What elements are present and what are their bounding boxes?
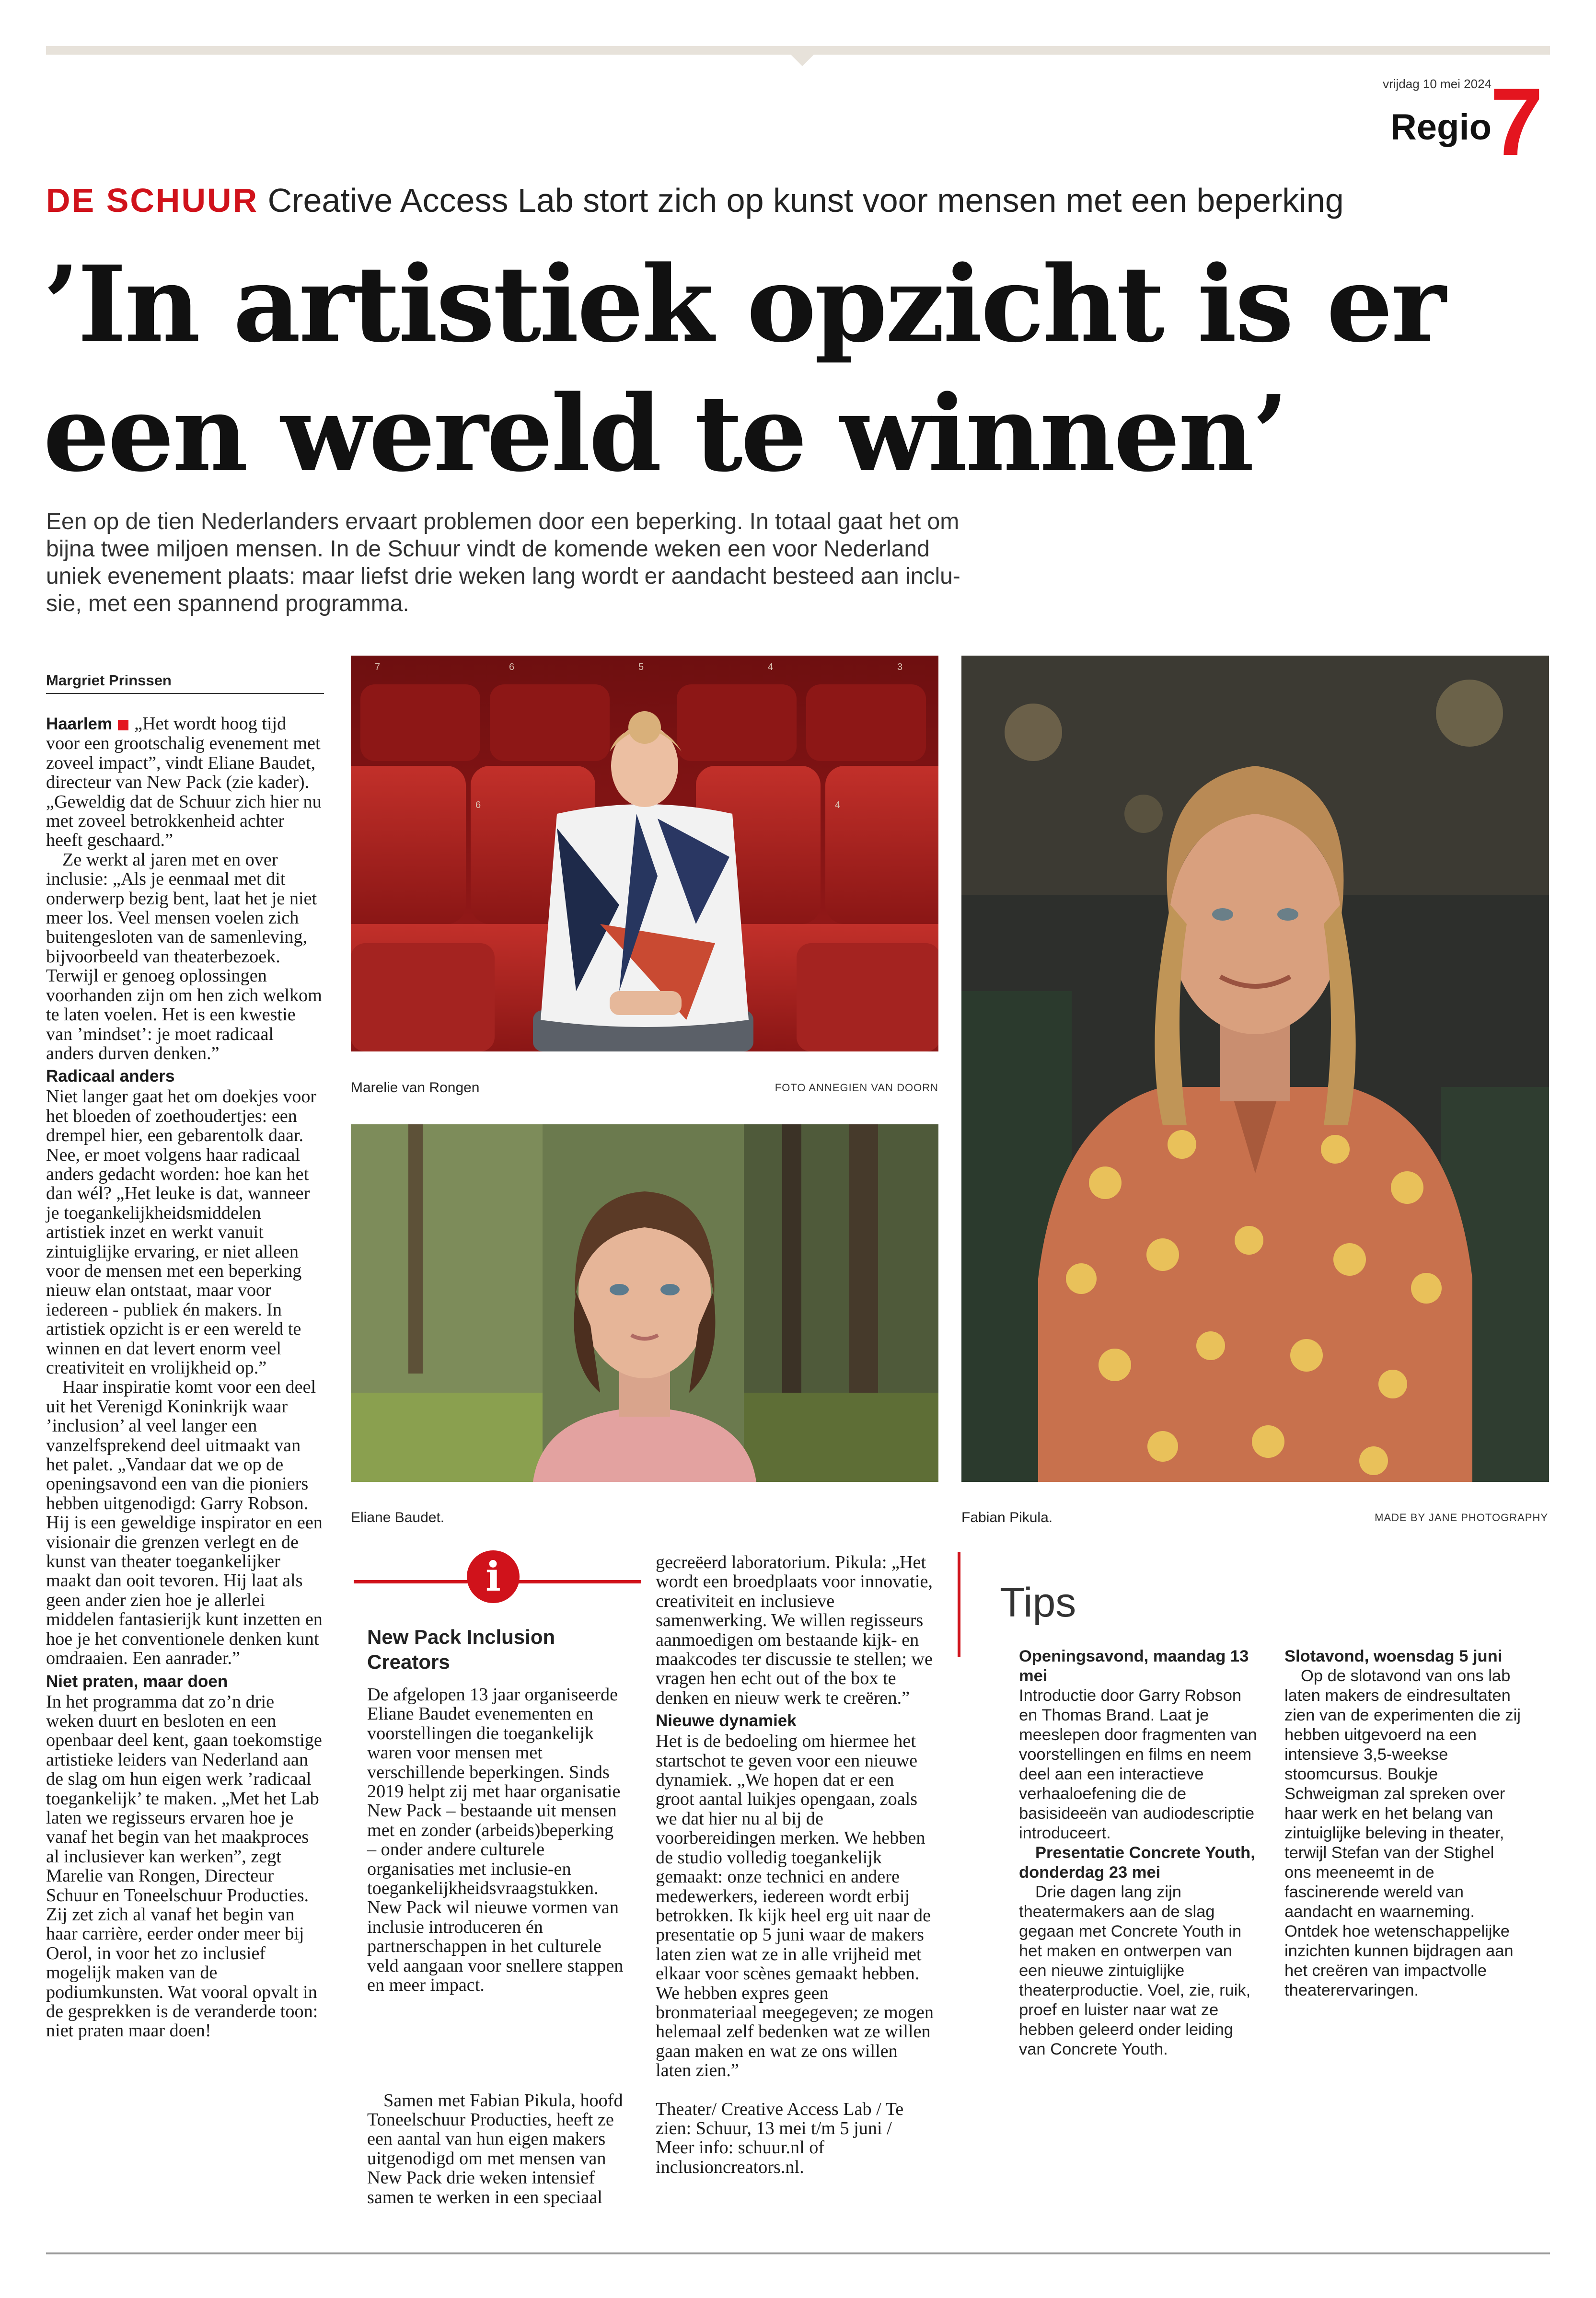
seat-number: 6 [509, 662, 515, 672]
kicker-text: Creative Access Lab stort zich op kunst voor mensen met een beperking [267, 182, 1344, 219]
paragraph: De afgelopen 13 jaar organiseerde Eliane Baudet evenementen en voorstellingen die toegankelijk waren voor mensen met verschillende beperkingen. Sinds 2019 helpt zij met haar organisatie New Pack – bestaande uit mensen met en zonder (arbeids)beperking – onder andere culturele organisaties met inclusie-en toegankelijkheidsvraagstukken. New Pack wil nieuwe vormen van inclusie introduceren én partnerschappen in het culturele veld aangaan voor snellere stappen en meer impact. [367, 1685, 624, 1996]
paragraph: Haar inspiratie komt voor een deel uit het Verenigd Koninkrijk waar ’inclusion’ al veel langer een vanzelfsprekend deel uitmaakt van het palet. „Vandaar dat we op de openingsavond een van die pioniers hebben uitgenodigd: Garry Robson. Hij is een geweldige inspirator en een visionair die grenzen verlegt en de kunst van theater toegankelijker maakt dan ooit tevoren. Hij laat als geen ander zien hoe je allerlei middelen fantasierijk kunt inzetten en hoe je het conventionele denken kunt omdraaien. Een aanrader.” [46, 1377, 323, 1669]
paragraph: gecreëerd laboratorium. Pikula: „Het wordt een broedplaats voor innovatie, creativiteit en inclusieve samenwerking. We willen regisseurs aanmoedigen om bestaande kijk- en maakcodes ter discussie te stellen; we vragen hen echt out of the box te denken en nieuw werk te creëren.” [656, 1552, 933, 1708]
photo-credit: MADE BY JANE PHOTOGRAPHY [1375, 1512, 1548, 1524]
photo-caption: Marelie van Rongen [351, 1080, 480, 1096]
dateline-square-icon [118, 720, 128, 730]
tip-heading: Presentatie Concrete Youth, donderdag 23 mei [1019, 1844, 1255, 1882]
author-byline: Margriet Prinssen [46, 672, 324, 694]
tips-column-1 [1019, 1647, 1259, 2059]
lead-paragraph [46, 508, 1072, 617]
paragraph: Ze werkt al jaren met en over inclusie: „Als je eenmaal met dit onderwerp bezig bent, laat het je niet meer los. Veel mensen voelen zich buitengesloten van de samenleving, bijvoorbeeld van theaterbezoek. Terwijl er genoeg oplossingen voorhanden zijn om hen zich welkom te laten voelen. Het is een kwestie van ’mindset’: je moet radicaal anders durven denken.” [46, 849, 322, 1063]
infobox-title: New Pack Inclusion Creators [367, 1626, 555, 1673]
photo-caption: Fabian Pikula. [961, 1510, 1053, 1525]
photo-credit: FOTO ANNEGIEN VAN DOORN [775, 1082, 938, 1094]
kicker [46, 181, 1344, 219]
paragraph: Samen met Fabian Pikula, hoofd Toneelschuur Producties, heeft ze een aantal van hun eigen makers uitgenodigd om met mensen van New Pack drie weken intensief samen te werken in een speciaal [367, 2090, 623, 2207]
photo-portrait-indoor [961, 656, 1549, 1482]
bottom-rule [46, 2252, 1550, 2254]
issue-date: vrijdag 10 mei 2024 [1383, 77, 1492, 91]
article-column-1 [46, 714, 324, 2041]
photo-caption: Eliane Baudet. [351, 1510, 445, 1525]
subheading: Niet praten, maar doen [46, 1672, 228, 1691]
tips-title: Tips [1000, 1580, 1076, 1626]
headline-line-2: een wereld te winnen’ [43, 372, 1287, 495]
tips-accent-line [958, 1552, 960, 1657]
kicker-label: DE SCHUUR [46, 182, 259, 219]
tip-body: Drie dagen lang zijn theatermakers aan de slag gegaan met Concrete Youth in het maken en ontwerpen van een nieuwe zintuiglijke theaterproductie. Voel, zie, ruik, proef en luister naar wat ze hebben geleerd onder leiding van Concrete Youth. [1019, 1883, 1251, 2058]
photo-portrait-forest [351, 1124, 938, 1482]
seat-number: 4 [768, 662, 774, 672]
tip-heading: Openingsavond, maandag 13 mei [1019, 1647, 1249, 1685]
tip-body: Introductie door Garry Robson en Thomas Brand. Laat je meeslepen door fragmenten van voorstellingen en films en neem deel aan een interactieve verhaaloefening die de basisideeën van audiodescriptie introduceert. [1019, 1686, 1257, 1842]
paragraph: Theater/ Creative Access Lab / Te zien: Schuur, 13 mei t/m 5 juni / Meer info: schuur.nl of inclusioncreators.nl. [656, 2099, 904, 2177]
seat-number: 4 [835, 800, 841, 810]
infobox-body [367, 1685, 626, 2207]
photo-theater-seats [351, 656, 938, 1051]
paragraph: Niet langer gaat het om doekjes voor het bloeden of zoethoudertjes: een drempel hier, een gebarentolk daar. Nee, er moet volgens haar radicaal anders gedacht worden: hoe kan het dan wél? „Het leuke is dat, wanneer je toegankelijkheidsmiddelen artistiek inzet en werkt vanuit zintuiglijke ervaring, er niet alleen voor de mensen met een beperking nieuw elan ontstaat, maar voor iedereen - publiek én makers. In artistiek opzicht is er een wereld te winnen en dat levert enorm veel creativiteit en vrolijkheid op.” [46, 1086, 317, 1378]
seat-number: 3 [897, 662, 903, 672]
subheading: Nieuwe dynamiek [656, 1711, 797, 1731]
photo-eliane-baudet [351, 1124, 938, 1482]
headline-line-1: ’In artistiek opzicht is er [43, 243, 1445, 366]
lead-line: Een op de tien Nederlanders ervaart problemen door een beperking. In totaal gaat het om [46, 509, 960, 534]
lead-line: bijna twee miljoen mensen. In de Schuur vindt de komende weken een voor Nederland [46, 536, 930, 562]
headline [43, 240, 1529, 498]
lead-line: sie, met een spannend programma. [46, 591, 409, 616]
lead-line: uniek evenement plaats: maar liefst drie weken lang wordt er aandacht besteed aan inclu- [46, 564, 960, 589]
tips-column-2 [1284, 1647, 1524, 2000]
page-number: 7 [1490, 69, 1543, 175]
seat-number: 5 [638, 662, 644, 672]
section-name: Regio [1390, 107, 1492, 148]
top-rule-notch [790, 54, 815, 66]
subheading: Radicaal anders [46, 1067, 175, 1086]
paragraph: „Het wordt hoog tijd voor een grootschalig evenement met zoveel impact”, vindt Eliane Baudet, directeur van New Pack (zie kader). „Geweldig dat de Schuur zich hier nu met zoveel betrokkenheid achter heeft geschaard.” [46, 714, 322, 851]
photo-fabian-pikula [961, 656, 1549, 1482]
tip-heading: Slotavond, woensdag 5 juni [1284, 1647, 1503, 1665]
seat-number: 7 [375, 662, 381, 672]
info-icon: i [467, 1550, 520, 1603]
seat-number: 6 [475, 800, 481, 810]
tip-body: Op de slotavond van ons lab laten makers de eindresultaten zien van de experimenten die zij hebben uitgevoerd na een intensieve 3,5-weekse stoomcursus. Boukje Schweigman zal spreken over haar werk en het belang van zintuiglijke beleving in theater, terwijl Stefan van der Stighel ons meeneemt in de fascinerende wereld van aandacht en waarneming. Ontdek hoe wetenschappelijke inzichten kunnen bijdragen aan het creëren van impactvolle theaterervaringen. [1284, 1667, 1521, 1999]
article-column-3 [656, 1553, 934, 2177]
photo-marelie-van-rongen [351, 656, 938, 1051]
dateline: Haarlem [46, 715, 113, 733]
paragraph: In het programma dat zo’n drie weken duurt en besloten en een openbaar deel kent, gaan toekomstige artistieke leiders van Nederland aan de slag om hun eigen werk ’radicaal toegankelijk’ te maken. „Met het Lab laten we regisseurs ervaren hoe je vanaf het begin van het maakproces al inclusiever kan werken”, zegt Marelie van Rongen, Directeur Schuur en Toneelschuur Producties. Zij zet zich al vanaf het begin van haar carrière, eerder onder meer bij Oerol, in voor het zo inclusief mogelijk maken van de podiumkunsten. Wat vooral opvalt in de gesprekken is de veranderde toon: niet praten maar doen! [46, 1691, 322, 2041]
paragraph: Het is de bedoeling om hiermee het startschot te geven voor een nieuwe dynamiek. „We hopen dat er een groot aantal luikjes opengaan, zoals we dat hier nu al bij de voorbereidingen merken. We hebben de studio volledig toegankelijk gemaakt: onze technici en andere medewerkers, iedereen wordt erbij betrokken. Ik kijk heel erg uit naar de presentatie op 5 juni waar de makers laten zien wat ze in alle vrijheid met elkaar voor scènes gemaakt hebben. We hebben expres geen bronmateriaal meegegeven; ze mogen helemaal zelf bedenken wat ze willen gaan maken en wat ze ons willen laten zien.” [656, 1731, 934, 2081]
